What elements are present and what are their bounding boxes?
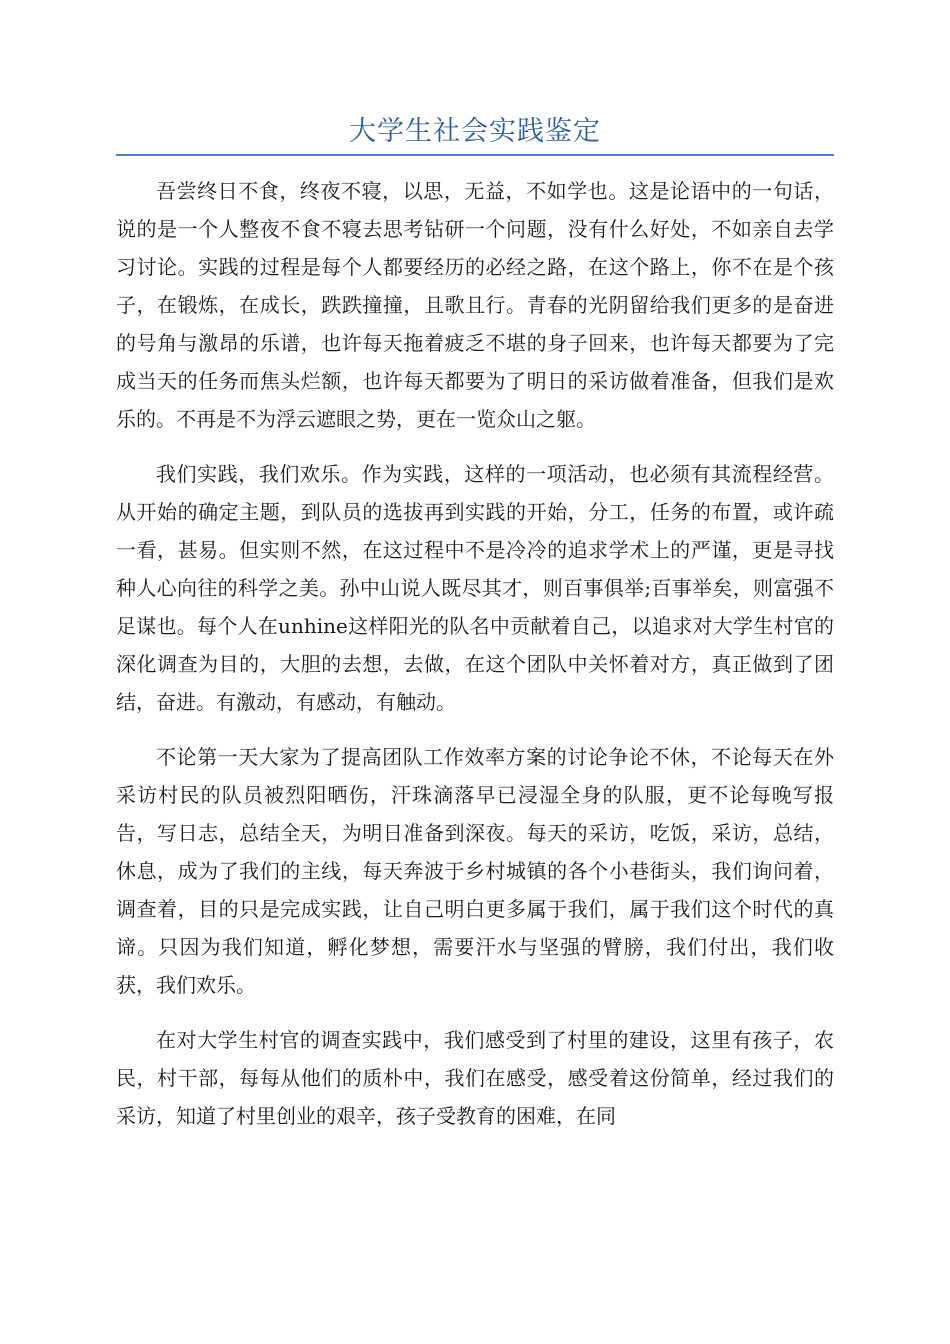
title-underline	[116, 154, 834, 156]
paragraph: 吾尝终日不食，终夜不寝，以思，无益，不如学也。这是论语中的一句话，说的是一个人整夜不食不寝去思考钻研一个问题，没有什么好处，不如亲自去学习讨论。实践的过程是每个人都要经历的必经之路，在这个路上，你不在是个孩子，在锻炼，在成长，跌跌撞撞，且歌且行。青春的光阴留给我们更多的是奋进的号角与激昂的乐谱，也许每天拖着疲乏不堪的身子回来，也许每天都要为了完成当天的任务而焦头烂额，也许每天都要为了明日的采访做着准备，但我们是欢乐的。不再是不为浮云遮眼之势，更在一览众山之躯。	[116, 179, 834, 431]
document-body	[116, 172, 834, 1152]
paragraph: 不论第一天大家为了提高团队工作效率方案的讨论争论不休，不论每天在外采访村民的队员被烈阳晒伤，汗珠滴落早已浸湿全身的队服，更不论每晚写报告，写日志，总结全天，为明日准备到深夜。每天的采访，吃饭，采访，总结，休息，成为了我们的主线，每天奔波于乡村城镇的各个小巷街头，我们询问着，调查着，目的只是完成实践，让自己明白更多属于我们，属于我们这个时代的真谛。只因为我们知道，孵化梦想，需要汗水与坚强的臂膀，我们付出，我们收获，我们欢乐。	[116, 745, 834, 997]
paragraph: 我们实践，我们欢乐。作为实践，这样的一项活动，也必须有其流程经营。从开始的确定主题，到队员的选拔再到实践的开始，分工，任务的布置，或许疏一看，甚易。但实则不然，在这过程中不是冷冷的追求学术上的严谨，更是寻找种人心向往的科学之美。孙中山说人既尽其才，则百事俱举;百事举矣，则富强不足谋也。每个人在unhine这样阳光的队名中贡献着自己，以追求对大学生村官的深化调查为目的，大胆的去想，去做，在这个团队中关怀着对方，真正做到了团结，奋进。有激动，有感动，有触动。	[116, 462, 834, 714]
document-title: 大学生社会实践鉴定	[349, 116, 601, 147]
paragraph: 在对大学生村官的调查实践中，我们感受到了村里的建设，这里有孩子，农民，村干部，每每从他们的质朴中，我们在感受，感受着这份简单，经过我们的采访，知道了村里创业的艰辛，孩子受教育的困难，在同	[116, 1028, 834, 1128]
